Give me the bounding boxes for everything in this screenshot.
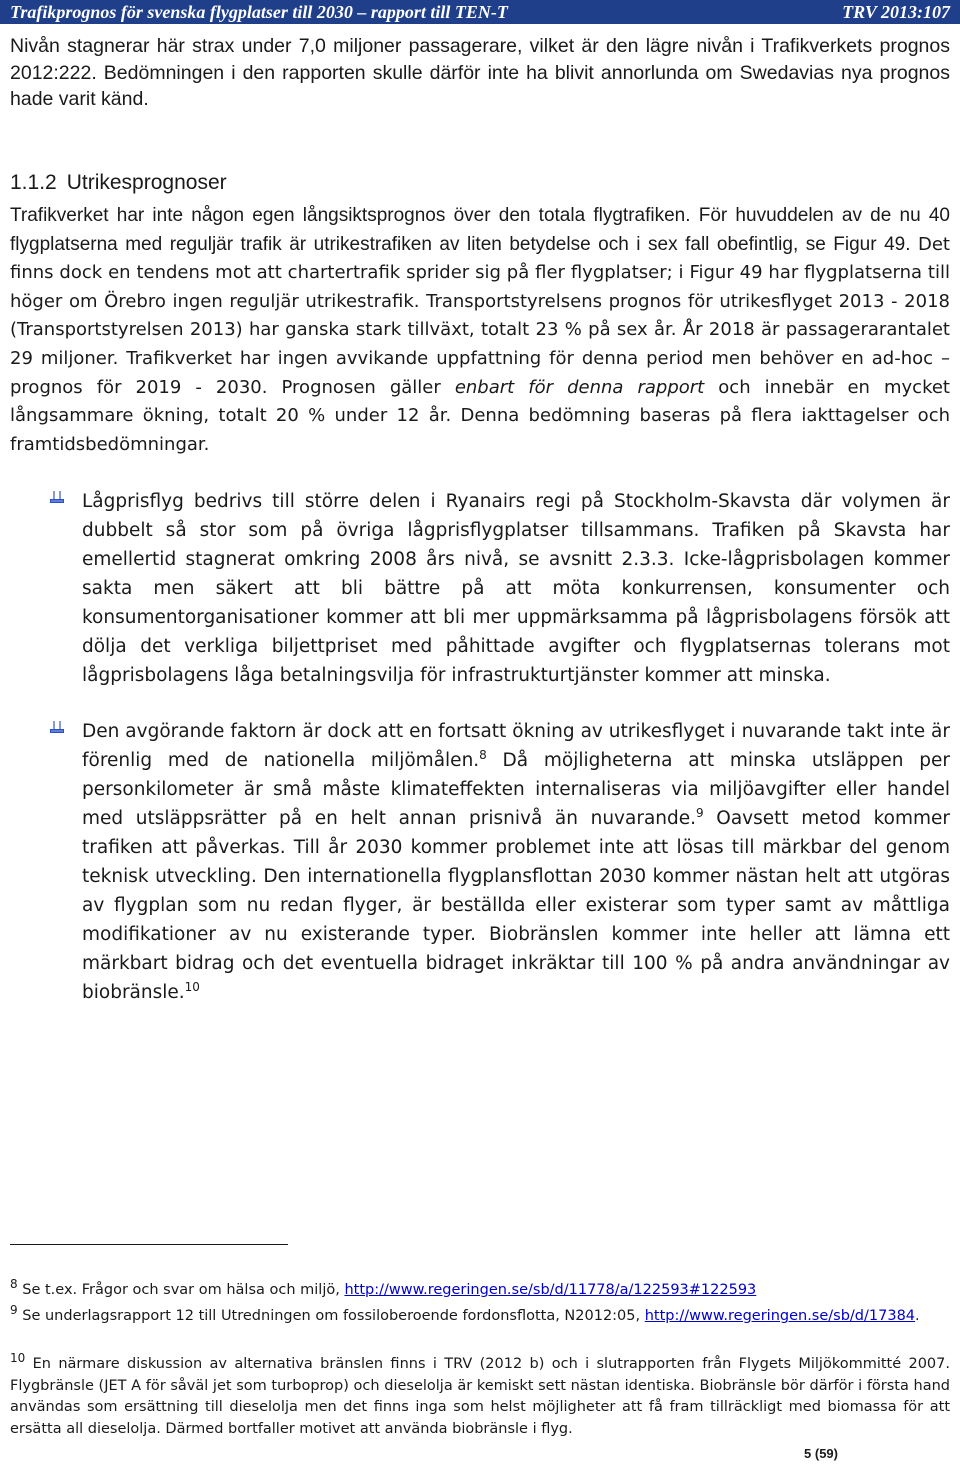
footnote-number: 9 xyxy=(10,1303,18,1318)
bullet2-text-a: Den avgörande faktorn är dock att en fortsatt ökning av utrikesflyget i nuvarande takt inte är förenlig med de nationella miljömålen. xyxy=(82,721,950,771)
main-paragraph-part1: Trafikverket har inte någon egen långsiktsprognos över den totala flygtrafiken. För huvuddelen av de nu 40 flygplatserna med reguljär trafik är utrikestrafiken av liten betydelse och i sex fall obefintlig, se Figur 49. xyxy=(10,205,950,255)
document-title: Trafikprognos för svenska flygplatser till 2030 – rapport till TEN-T xyxy=(10,2,508,22)
footnote-link[interactable]: http://www.regeringen.se/sb/d/11778/a/122593#122593 xyxy=(344,1282,757,1298)
section-title: Utrikesprognoser xyxy=(66,171,227,194)
footnote-text: Se t.ex. Frågor och svar om hälsa och miljö, xyxy=(17,1282,345,1298)
footnote-separator xyxy=(10,1244,288,1245)
main-paragraph xyxy=(10,202,950,459)
main-paragraph-emphasis: enbart för denna rapport xyxy=(454,376,705,398)
bullet2-text-c: Oavsett metod kommer trafiken att påverkas. Till år 2030 kommer problemet inte att lösas till märkbar del genom teknisk utveckling. Den internationella flygplansflottan 2030 kommer nästan helt att utgöras av flygplan som nu redan flyger, är beställda eller existerar som typer samt av måttliga modifikationer av nu existerande typer. Biobränslen kommer inte heller att lämna ett märkbart bidrag och det eventuella bidraget inkräktar till 100 % på andra användningar av biobränsle. xyxy=(82,808,950,1003)
footnote-number: 8 xyxy=(10,1277,18,1292)
footnote-8 xyxy=(10,1277,950,1300)
main-paragraph-part2: Det finns dock en tendens mot att chartertrafik sprider sig på fler flygplatser; i Figur 49 har flygplatserna till höger om Örebro ingen reguljär utrikestrafik. Transportstyrelsens prognos för utrikesflyget 2013 - 2018 (Transportstyrelsen 2013) har ganska stark tillväxt, totalt 23 % på sex år. År 2018 är passagerarantalet 29 miljoner. Trafikverket har ingen avvikande uppfattning för denna period men behöver en ad-hoc – prognos för 2019 - 2030. Prognosen gäller xyxy=(10,233,950,398)
bullet2-text-b: Då möjligheterna att minska utsläppen per personkilometer är små måste klimateffekten internaliseras via miljöavgifter eller handel med utsläppsrätter på en helt annan prisnivå än nuvarande. xyxy=(82,750,950,829)
section-heading xyxy=(10,170,227,196)
main-paragraph-part3: och innebär en mycket långsammare ökning, totalt 20 % under 12 år. Denna bedömning baseras på flera iakttagelser och framtidsbedömningar. xyxy=(10,376,950,455)
footnote-number: 10 xyxy=(10,1351,26,1366)
bullet-item-lagprisflyg: Lågprisflyg bedrivs till större delen i Ryanairs regi på Stockholm-Skavsta där volymen är dubbelt så stor som på övriga lågprisflygplatser tillsammans. Trafiken på Skavsta har emellertid stagnerat omkring 2008 års nivå, se avsnitt 2.3.3. Icke-lågprisbolagen kommer sakta men säkert att bli bättre på att möta konkurrensen, konsumenter och konsumentorganisationer kommer att bli mer uppmärksamma på lågprisbolagens försök att dölja det verkliga biljettpriset med påhittade avgifter och flygplatsernas tolerans mot lågprisbolagens låga betalningsvilja för infrastrukturtjänster kommer att minska. xyxy=(82,491,950,686)
page-header xyxy=(0,0,960,24)
footnote-text: Se underlagsrapport 12 till Utredningen om fossiloberoende fordonsflotta, N2012:05, xyxy=(17,1308,645,1324)
footnote-trailing: . xyxy=(915,1308,920,1324)
footnote-text: En närmare diskussion av alternativa bränslen finns i TRV (2012 b) och i slutrapporten från Flygets Miljökommitté 2007. Flygbränsle (JET A för såväl jet som turboprop) och dieselolja är kemiskt sett nästan identiska. Biobränsle bör därför i första hand användas som ersättning till dieselolja men det finns inga som helst möjligheter att få fram tillräckligt med biomassa för att ersätta all dieselolja. Därmed bortfaller motivet att använda biobränsle i flyg. xyxy=(10,1356,950,1437)
section-number: 1.1.2 xyxy=(10,171,57,194)
footnote-ref-8[interactable]: 8 xyxy=(479,747,487,762)
page-number: 5 (59) xyxy=(804,1446,838,1461)
footnote-ref-10[interactable]: 10 xyxy=(184,979,200,994)
arrow-bullet-icon xyxy=(50,490,64,504)
report-id: TRV 2013:107 xyxy=(842,2,950,22)
bullet-item-miljomal xyxy=(82,717,950,1007)
intro-paragraph: Nivån stagnerar här strax under 7,0 miljoner passagerare, vilket är den lägre nivån i Trafikverkets prognos 2012:222. Bedömningen i den rapporten skulle därför inte ha blivit annorlunda om Swedavias nya prognos hade varit känd. xyxy=(10,35,950,110)
footnote-10 xyxy=(10,1351,950,1440)
footnote-9 xyxy=(10,1303,950,1326)
footnote-link[interactable]: http://www.regeringen.se/sb/d/17384 xyxy=(644,1308,916,1324)
footnote-ref-9[interactable]: 9 xyxy=(696,805,704,820)
arrow-bullet-icon xyxy=(50,720,64,734)
